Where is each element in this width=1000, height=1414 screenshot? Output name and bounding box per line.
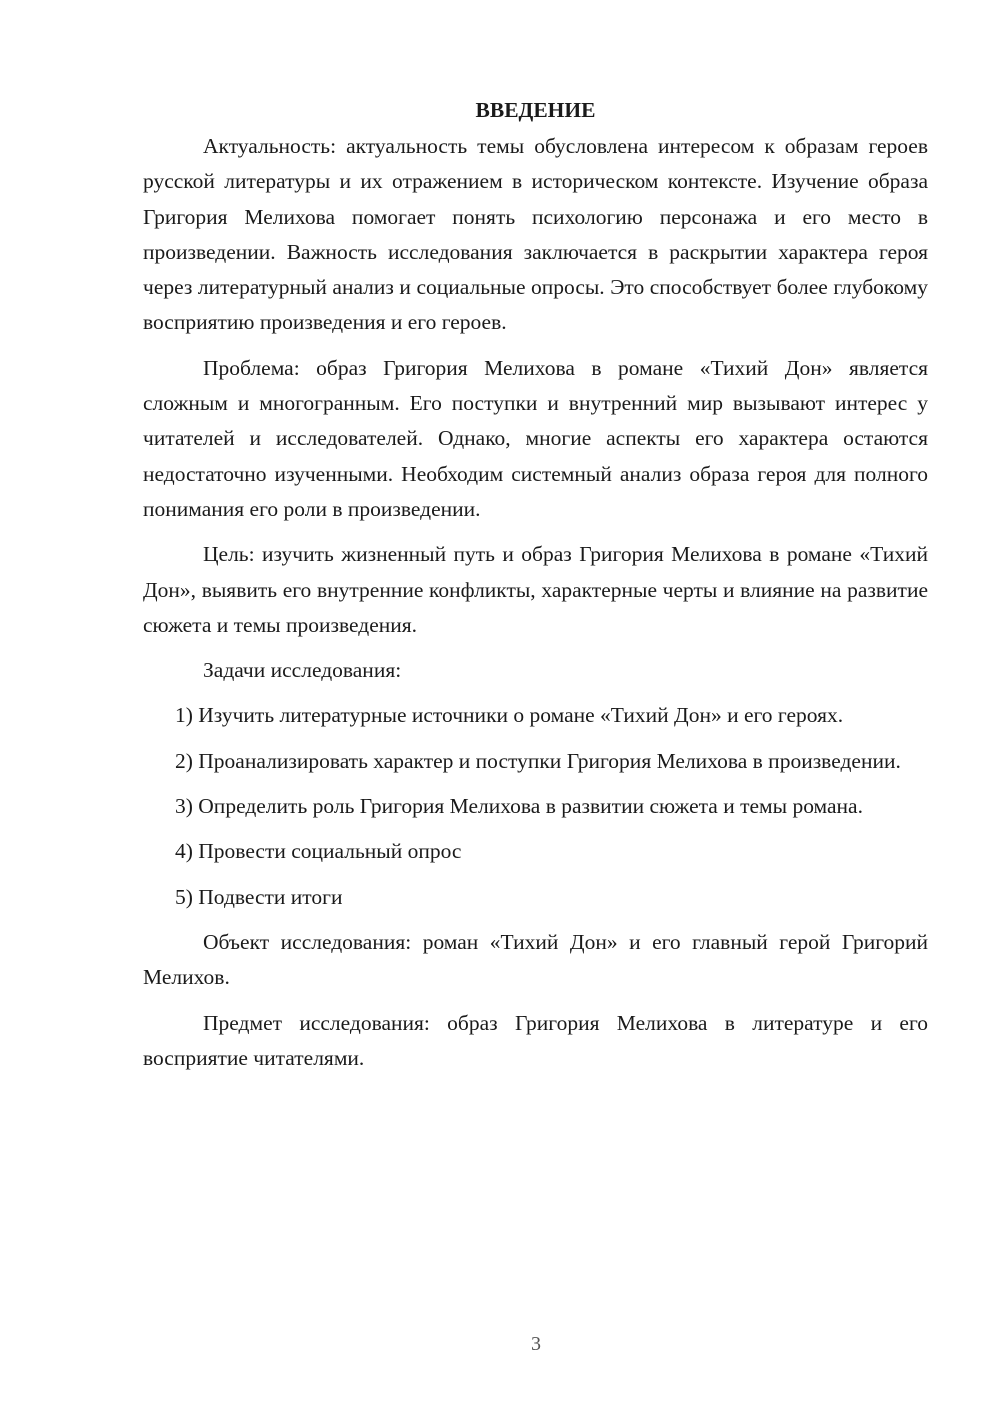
object-paragraph: Объект исследования: роман «Тихий Дон» и его главный герой Григорий Мелихов. (143, 929, 928, 990)
page-content (143, 93, 928, 1086)
problem-paragraph: Проблема: образ Григория Мелихова в романе «Тихий Дон» является сложным и многогранным. Его поступки и внутренний мир вызывают интерес у читателей и исследователей. Однако, многие аспекты его характера остаются недостаточно изученными. Необходим системный анализ образа героя для полного понимания его роли в произведении. (143, 355, 928, 521)
tasks-heading: Задачи исследования: (203, 658, 402, 683)
subject-paragraph: Предмет исследования: образ Григория Мелихова в литературе и его восприятие читателями. (143, 1010, 928, 1070)
task-item: 4) Провести социальный опрос (175, 839, 462, 864)
section-title: ВВЕДЕНИЕ (475, 98, 596, 122)
task-item: 2) Проанализировать характер и поступки Григория Мелихова в произведении. (175, 748, 901, 773)
page-number: 3 (531, 1333, 541, 1355)
relevance-paragraph: Актуальность: актуальность темы обусловлена интересом к образам героев русской литературы и их отражением в историческом контексте. Изучение образа Григория Мелихова помогает понять психологию персонажа и его место в произведении. Важность исследования заключается в раскрытии характера героя через литературный анализ и социальные опросы. Это способствует более глубокому восприятию произведения и его героев. (143, 134, 928, 335)
task-item: 3) Определить роль Григория Мелихова в развитии сюжета и темы романа. (175, 794, 863, 819)
goal-paragraph: Цель: изучить жизненный путь и образ Григория Мелихова в романе «Тихий Дон», выявить его внутренние конфликты, характерные черты и влияние на развитие сюжета и темы произведения. (143, 542, 928, 637)
task-item: 5) Подвести итоги (175, 884, 343, 909)
task-item: 1) Изучить литературные источники о романе «Тихий Дон» и его героях. (175, 703, 844, 728)
